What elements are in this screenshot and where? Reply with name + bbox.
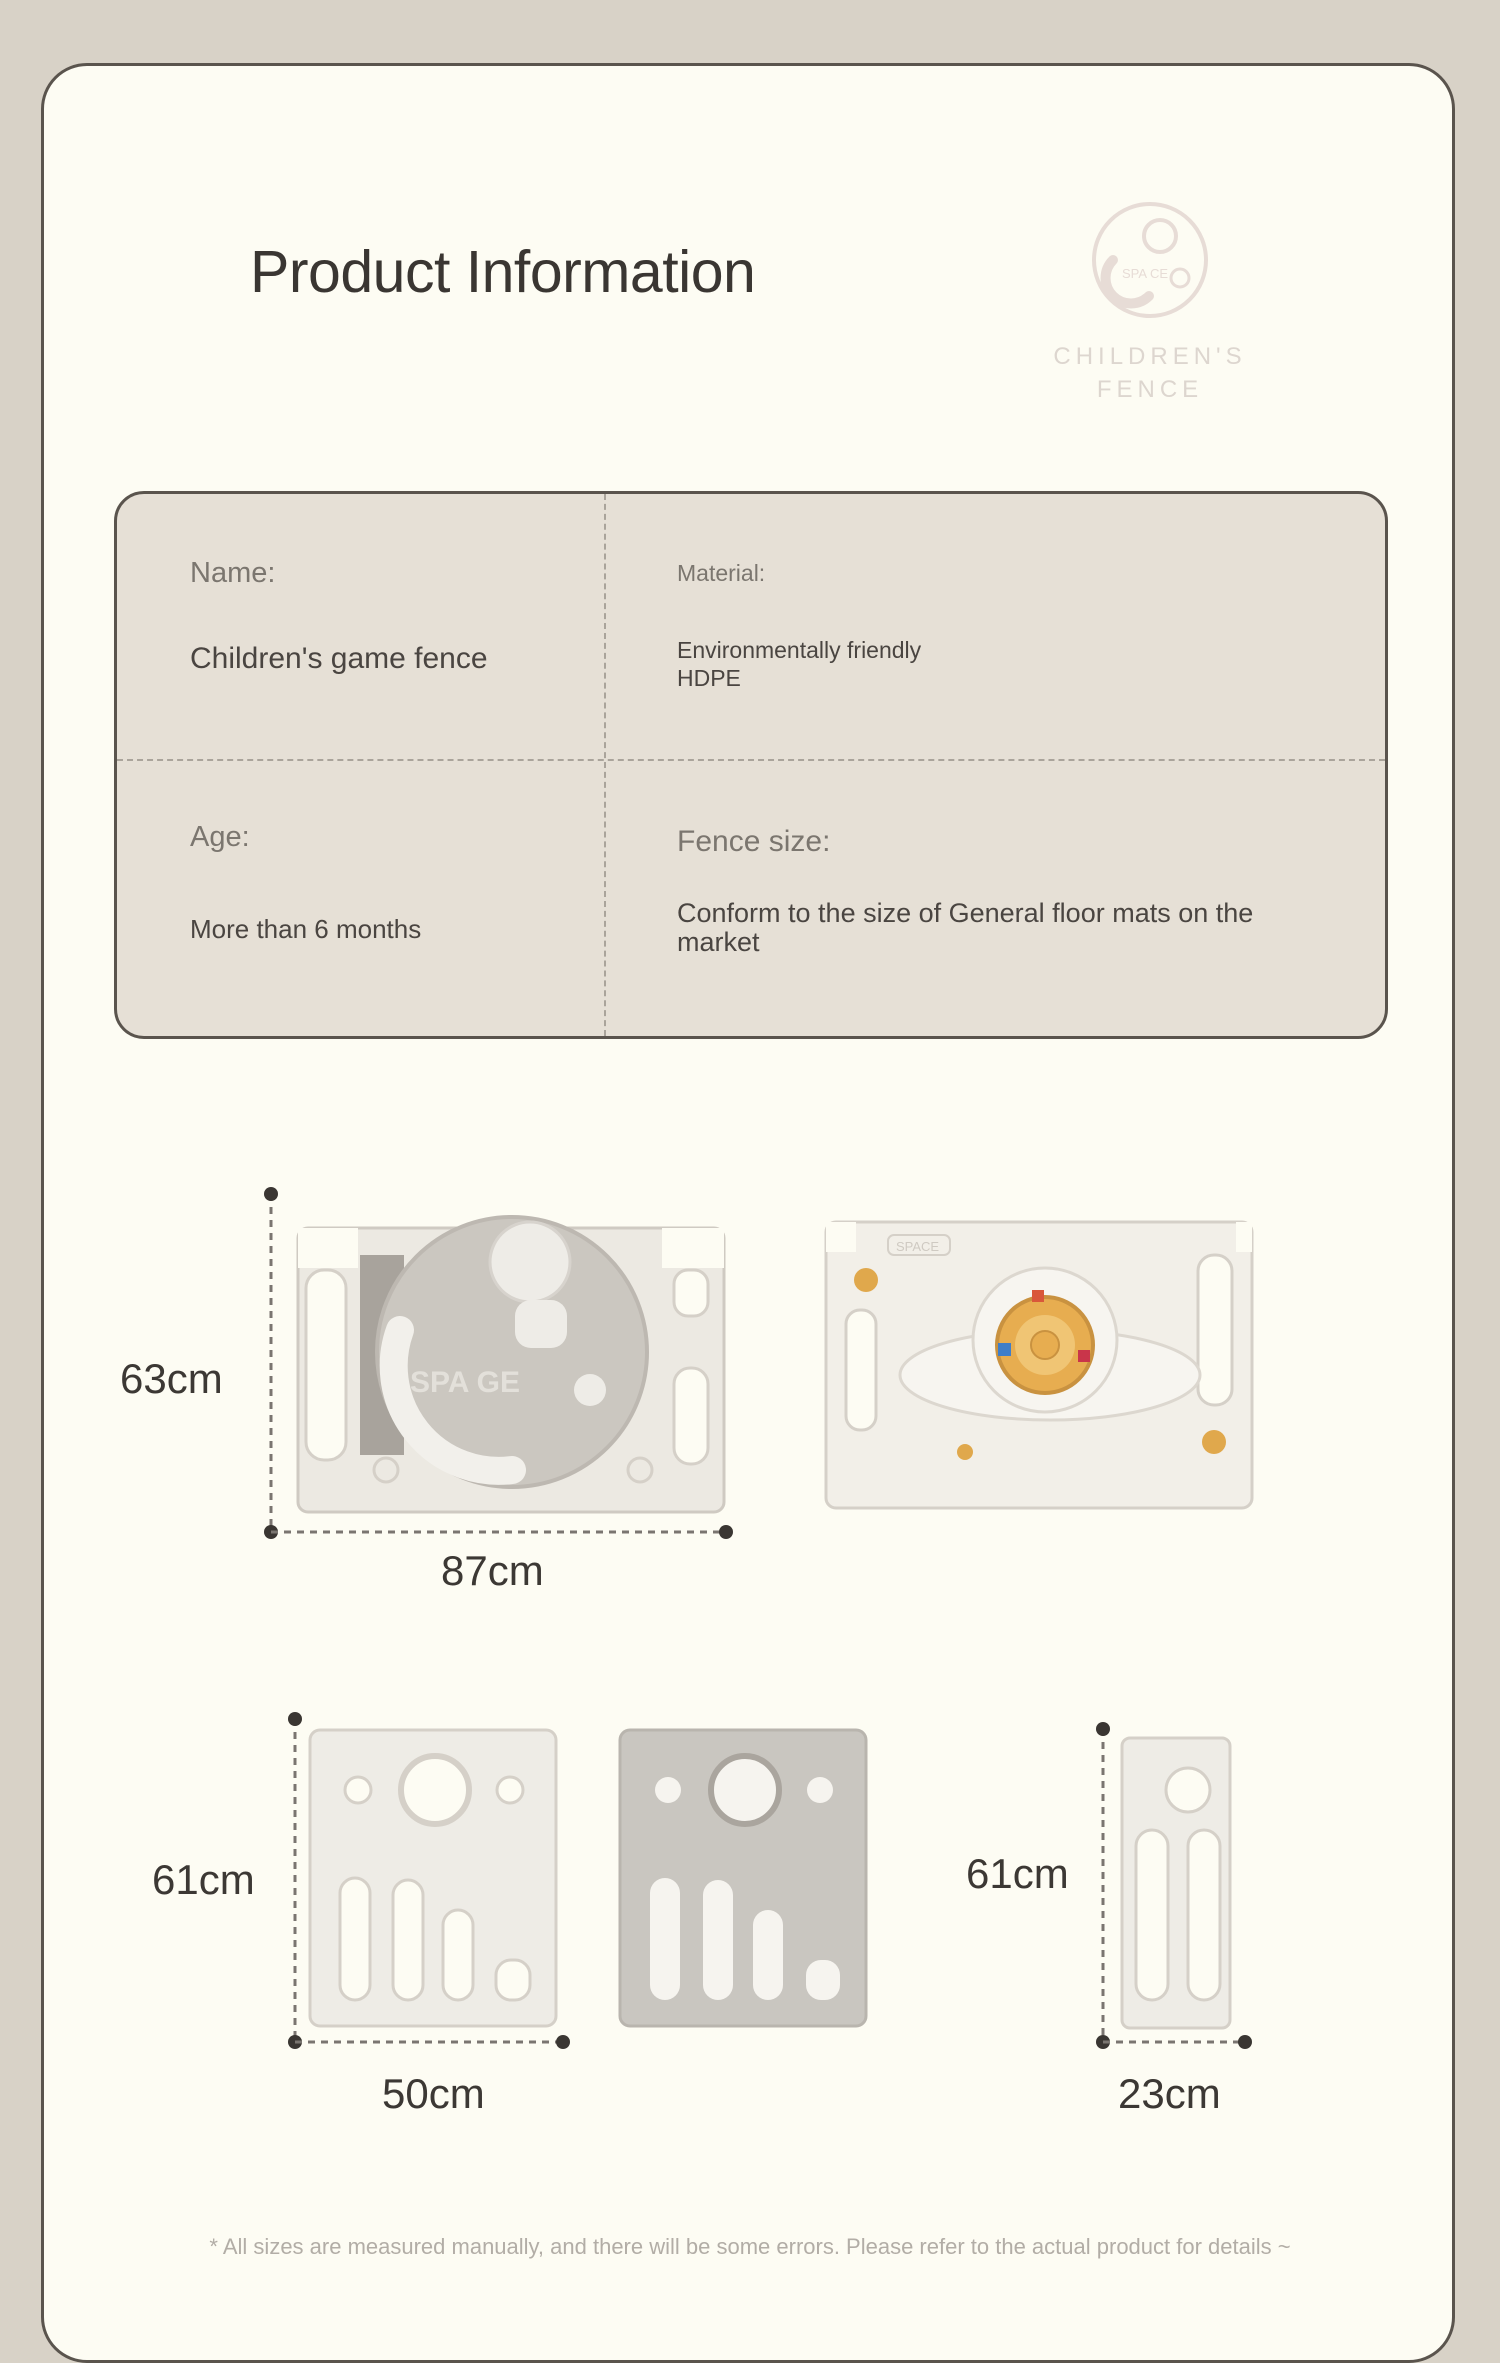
medium-fence-panel-light [310,1730,556,2026]
name-label: Name: [190,557,276,589]
medium-height-label: 61cm [152,1856,255,1903]
narrow-fence-panel [1122,1738,1230,2028]
large-fence-panel-front [298,1217,724,1512]
medium-fence-panel-grey [620,1730,866,2026]
age-label: Age: [190,821,250,853]
material-label: Material: [677,560,766,586]
narrow-width-label: 23cm [1118,2070,1221,2117]
age-value: More than 6 months [190,914,422,944]
name-value: Children's game fence [190,642,488,675]
page-title: Product Information [250,239,756,305]
panel-space-text: SPA GE [410,1366,521,1399]
large-width-label: 87cm [441,1547,544,1594]
medium-width-label: 50cm [382,2070,485,2117]
logo-badge-text: SPA CE [1122,266,1169,281]
brand-name: CHILDREN'S FENCE [1053,343,1247,403]
large-fence-panel-toy [826,1222,1252,1508]
narrow-height-label: 61cm [966,1850,1069,1897]
large-height-label: 63cm [120,1355,223,1402]
fence-size-label: Fence size: [677,825,831,858]
footer-note: * All sizes are measured manually, and there will be some errors. Please refer to the actual product for details ~ [209,2234,1291,2259]
fence-size-value: Conform to the size of General floor mats on the market [677,898,1254,957]
material-value: Environmentally friendly HDPE [677,637,922,691]
toy-space-text: SPACE [896,1239,940,1254]
